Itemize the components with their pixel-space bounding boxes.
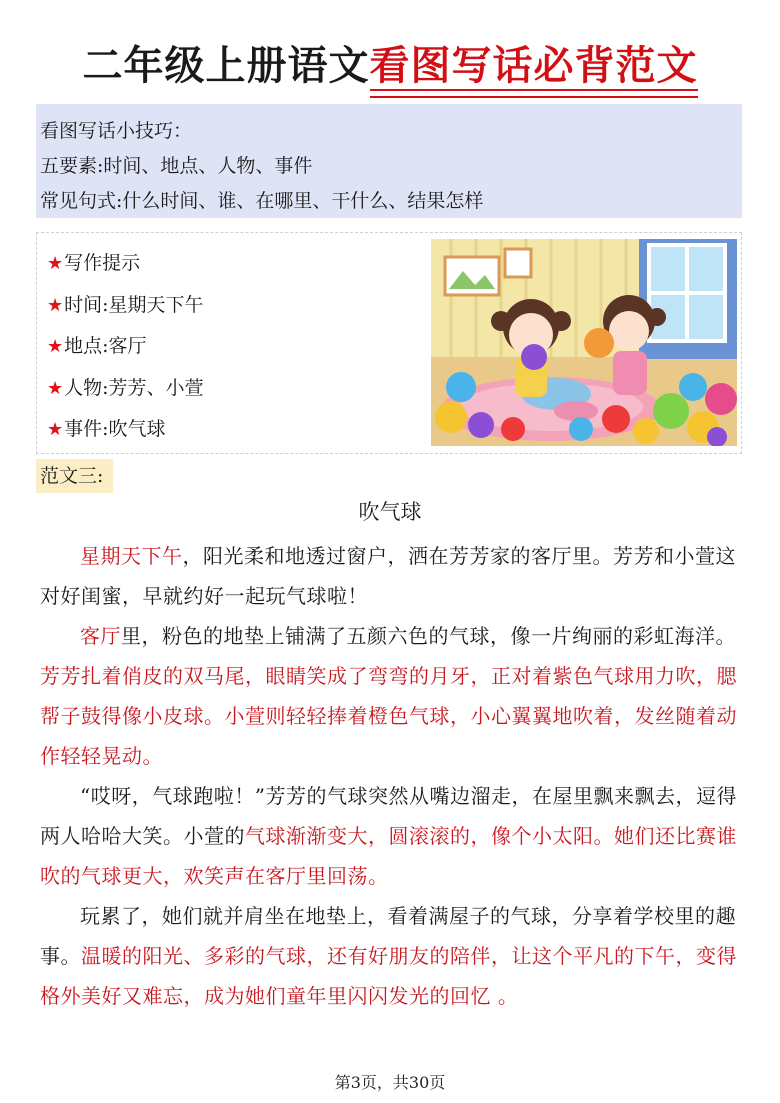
tips-box — [36, 104, 742, 218]
prompt-item-place: ★地点:客厅 — [47, 335, 147, 357]
prompt-item-people: ★人物:芳芳、小萱 — [47, 376, 204, 399]
page-number: 第3页，共30页 — [334, 1073, 446, 1092]
story-paragraph-2: 客厅里，粉色的地垫上铺满了五颜六色的气球，像一片绚丽的彩虹海洋。芳芳扎着俏皮的双马尾，眼睛笑成了弯弯的月牙，正对着紫色气球用力吹，腮帮子鼓得像小皮球。小萱则轻轻捧着橙色气球，小心翼翼地吹着，发丝随着动作轻轻晃动。 — [40, 624, 737, 768]
prompt-list — [47, 243, 204, 451]
star-icon: ★ — [47, 336, 64, 357]
prompt-item-time: ★时间:星期天下午 — [47, 293, 204, 316]
story-title: 吹气球 — [358, 500, 422, 524]
page-title — [0, 38, 780, 94]
story-paragraph-4: 玩累了，她们就并肩坐在地垫上，看着满屋子的气球，分享着学校里的趣事。温暖的阳光、多彩的气球，还有好朋友的陪伴，让这个平凡的下午，变得格外美好又难忘，成为她们童年里闪闪发光的回忆 。 — [40, 904, 737, 1008]
story-paragraph-1: 星期天下午，阳光柔和地透过窗户，洒在芳芳家的客厅里。芳芳和小萱这对好闺蜜，早就约好一起玩气球啦！ — [40, 544, 736, 608]
star-icon: ★ — [47, 419, 64, 440]
star-icon: ★ — [47, 377, 64, 399]
star-icon: ★ — [47, 294, 64, 316]
writing-prompt-box — [36, 232, 742, 454]
star-icon: ★ — [47, 253, 64, 274]
section-label: 范文三: — [36, 459, 113, 493]
girls-blowing-balloons-illustration — [431, 239, 737, 446]
prompt-item-heading: ★写作提示 — [47, 252, 141, 274]
tips-line-patterns: 常见句式:什么时间、谁、在哪里、干什么、结果怎样 — [40, 190, 484, 212]
title-red: 看图写话必背范文 — [370, 38, 698, 94]
tips-heading: 看图写话小技巧： — [40, 120, 193, 142]
prompt-item-event: ★事件:吹气球 — [47, 418, 166, 440]
title-black: 二年级上册语文 — [82, 43, 370, 89]
tips-line-elements: 五要素:时间、地点、人物、事件 — [40, 155, 313, 177]
story-paragraph-3: “哎呀，气球跑啦！”芳芳的气球突然从嘴边溜走，在屋里飘来飘去，逗得两人哈哈大笑。小萱的气球渐渐变大，圆滚滚的，像个小太阳。她们还比赛谁吹的气球更大，欢笑声在客厅里回荡。 — [40, 784, 737, 888]
